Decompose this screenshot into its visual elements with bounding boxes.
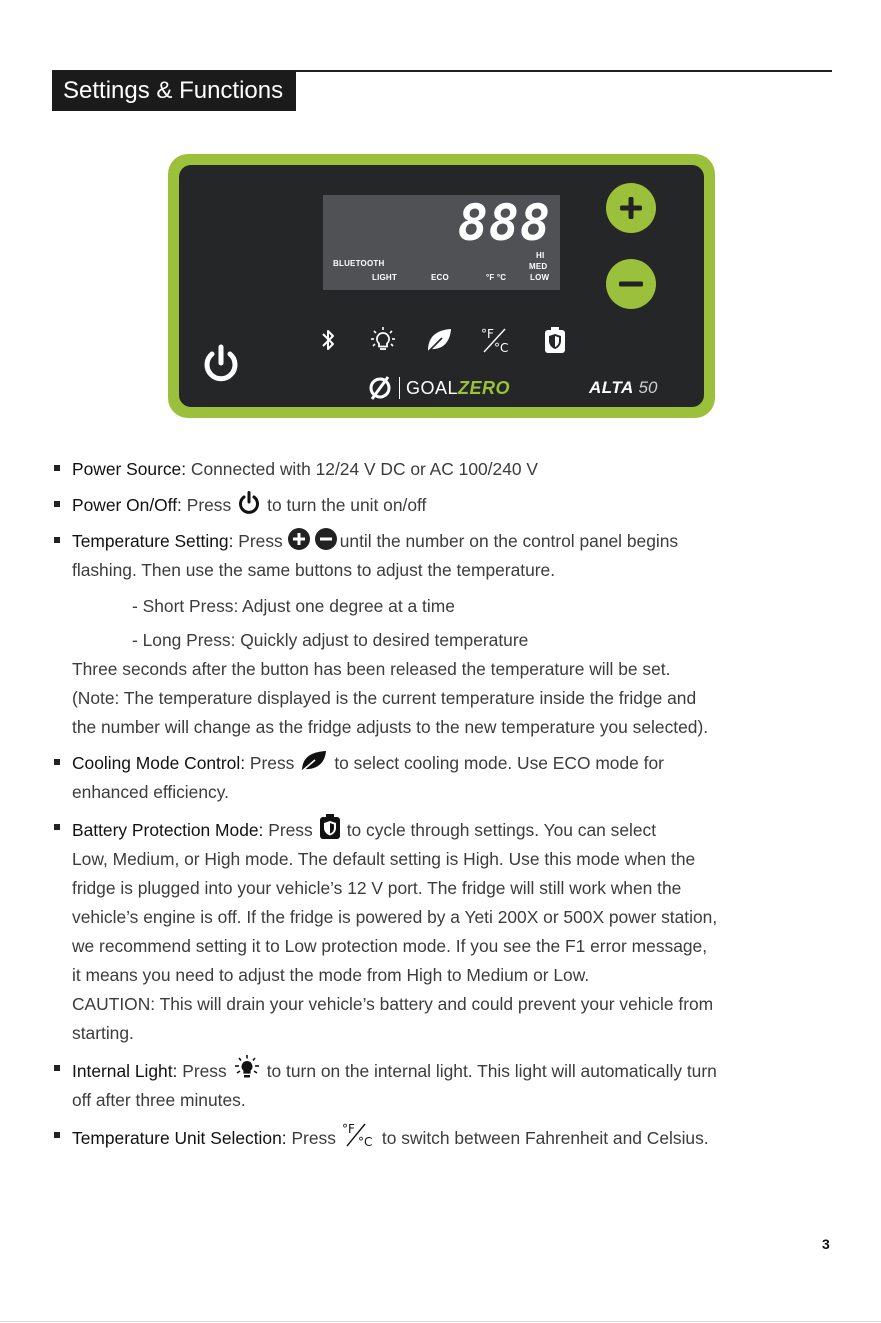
temp-unit-icon	[341, 1122, 377, 1148]
goal-zero-mark-icon	[367, 375, 393, 401]
goal-zero-logo	[367, 375, 510, 401]
temperature-line: (Note: The temperature displayed is the current temperature inside the fridge and	[72, 688, 697, 708]
model-number: 50	[638, 378, 658, 397]
item-before: Press	[268, 820, 313, 840]
list-item-temperature-setting	[52, 527, 852, 556]
battery-shield-icon	[540, 325, 570, 355]
light-icon	[232, 1055, 262, 1081]
minus-icon	[606, 259, 656, 309]
battery-shield-icon	[318, 814, 342, 840]
item-before: Press	[238, 531, 283, 551]
item-before: Press	[186, 495, 232, 515]
unit-label: °F °C	[486, 273, 507, 282]
logo-divider	[399, 377, 400, 399]
battery-line: starting.	[72, 1023, 134, 1043]
bottom-rule	[0, 1321, 881, 1322]
item-after: to turn on the internal light. This light will automatically turn	[266, 1061, 717, 1081]
item-before: Press	[249, 753, 295, 773]
temperature-short-press: - Short Press: Adjust one degree at a time	[132, 596, 455, 616]
item-key: Temperature Setting:	[72, 531, 234, 551]
eco-label: ECO	[431, 273, 449, 282]
item-key: Power On/Off:	[72, 495, 182, 515]
display-digits: 888	[457, 194, 551, 252]
item-after: to select cooling mode. Use ECO mode for	[334, 753, 664, 773]
item-key: Internal Light:	[72, 1061, 178, 1081]
battery-line: we recommend setting it to Low protection mode. If you see the F1 error message,	[72, 936, 708, 956]
lcd-display	[323, 195, 560, 290]
temperature-line: the number will change as the fridge adjusts to the new temperature you selected).	[72, 717, 709, 737]
light-label: LIGHT	[372, 273, 397, 282]
list-item-cooling-mode	[52, 749, 852, 778]
section-title: Settings & Functions	[52, 71, 296, 111]
light-icon	[368, 325, 398, 355]
plus-icon	[606, 183, 656, 233]
battery-caution-line: CAUTION: This will drain your vehicle’s battery and could prevent your vehicle from	[72, 994, 714, 1014]
light-line: off after three minutes.	[72, 1090, 246, 1110]
svg-text:°F: °F	[481, 327, 494, 341]
item-key: Power Source:	[72, 459, 187, 479]
low-label: LOW	[530, 273, 550, 282]
battery-line: vehicle’s engine is off. If the fridge is powered by a Yeti 200X or 500X power station,	[72, 907, 718, 927]
eco-leaf-icon	[424, 325, 454, 355]
plus-button	[606, 183, 656, 233]
item-key: Battery Protection Mode:	[72, 820, 264, 840]
brand-prefix: GOAL	[406, 377, 459, 398]
brand-suffix: ZERO	[458, 377, 511, 398]
temperature-long-press: - Long Press: Quickly adjust to desired temperature	[132, 630, 529, 650]
list-item-power-source	[52, 455, 852, 484]
brand-wordmark	[406, 378, 510, 399]
med-label: MED	[529, 262, 548, 271]
hi-label: HI	[536, 251, 545, 260]
item-after: until the number on the control panel begins	[339, 531, 679, 551]
temperature-line: Three seconds after the button has been released the temperature will be set.	[72, 659, 671, 679]
model-word: ALTA	[589, 378, 634, 397]
control-panel-image	[168, 154, 715, 418]
item-before: Press	[291, 1128, 336, 1148]
bluetooth-icon	[313, 325, 343, 355]
item-after: to switch between Fahrenheit and Celsius.	[381, 1128, 709, 1148]
model-name	[589, 378, 657, 398]
item-before: Press	[182, 1061, 227, 1081]
temperature-line: flashing. Then use the same buttons to adjust the temperature.	[72, 560, 556, 580]
temp-unit-icon	[479, 325, 509, 355]
control-panel-face	[179, 165, 704, 407]
item-text: Connected with 12/24 V DC or AC 100/240 V	[190, 459, 538, 479]
svg-text:°C: °C	[357, 1135, 373, 1148]
bluetooth-label: BLUETOOTH	[333, 259, 385, 268]
list-item-battery-protection	[52, 814, 852, 845]
item-after: to turn the unit on/off	[267, 495, 427, 515]
svg-text:°C: °C	[494, 341, 509, 355]
battery-line: Low, Medium, or High mode. The default setting is High. Use this mode when the	[72, 849, 696, 869]
eco-leaf-icon	[299, 749, 329, 773]
list-item-temperature-unit	[52, 1122, 852, 1153]
instructions-list	[52, 455, 852, 1153]
list-item-power-onoff	[52, 491, 852, 520]
battery-line: fridge is plugged into your vehicle’s 12 V port. The fridge will still work when the	[72, 878, 682, 898]
item-key: Temperature Unit Selection:	[72, 1128, 287, 1148]
power-icon	[236, 491, 262, 515]
list-item-internal-light	[52, 1055, 852, 1086]
item-key: Cooling Mode Control:	[72, 753, 246, 773]
power-icon	[199, 343, 243, 387]
svg-text:°F: °F	[341, 1122, 355, 1136]
item-after: to cycle through settings. You can select	[346, 820, 657, 840]
battery-line: it means you need to adjust the mode from High to Medium or Low.	[72, 965, 590, 985]
plus-minus-icon	[288, 527, 338, 551]
cooling-line: enhanced efficiency.	[72, 782, 229, 802]
page-number: 3	[822, 1236, 830, 1252]
minus-button	[606, 259, 656, 309]
